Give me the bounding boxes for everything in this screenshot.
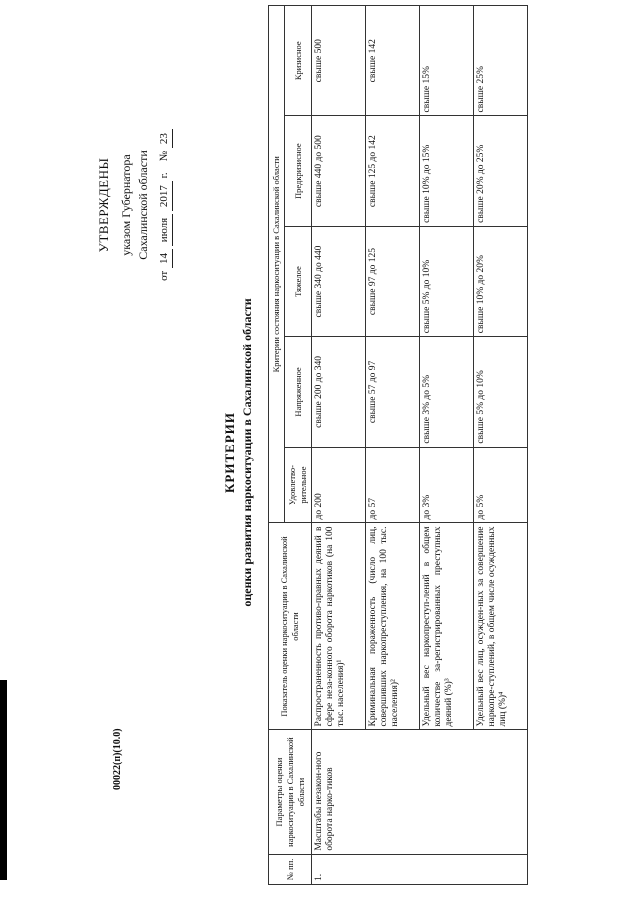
value-cell: свыше 500 (312, 6, 366, 116)
value-cell: свыше 142 (366, 6, 420, 116)
header-num: № пп. (269, 854, 312, 884)
footer-code-text: 00022(п)(10.0) (112, 728, 123, 790)
table-header-row-1 (269, 6, 285, 885)
title-sub: оценки развития наркоситуации в Сахалинской области (240, 298, 254, 607)
value-cell: свыше 5% до 10% (420, 226, 474, 336)
date-year: 2017 (157, 181, 173, 211)
value-cell: свыше 200 до 340 (312, 337, 366, 447)
header-level-crisis: Кризисное (285, 6, 312, 116)
approval-block (96, 85, 173, 325)
criteria-table (268, 5, 528, 885)
header-param: Параметры оценки наркоситуации в Сахалинской области (269, 730, 312, 854)
value-cell: свыше 125 до 142 (366, 116, 420, 226)
value-cell: свыше 57 до 97 (366, 337, 420, 447)
decree-number: 23 (157, 129, 173, 148)
header-indicator: Показатель оценки наркоситуации в Сахалинской области (269, 523, 312, 730)
section-num: 1. (312, 854, 528, 884)
header-level-precrisis: Предкризисное (285, 116, 312, 226)
document-title (222, 0, 255, 905)
value-cell: свыше 3% до 5% (420, 337, 474, 447)
value-cell: до 200 (312, 447, 366, 523)
indicator-cell: Удельный вес наркопреступ-лений в общем количестве за-регистрированных преступных деяний (%)³ (420, 523, 474, 730)
value-cell: свыше 15% (420, 6, 474, 116)
approval-date-line (157, 85, 173, 325)
value-cell: свыше 10% до 15% (420, 116, 474, 226)
indicator-cell: Криминальная пораженность (число лиц, совершивших наркопреступления, на 100 тыс. населения)² (366, 523, 420, 730)
section-param: Масштабы незакон-ного оборота нарко-тиков (312, 730, 528, 854)
header-level-satisfactory: Удовлетво-рительное (285, 447, 312, 523)
value-cell: свыше 25% (474, 6, 528, 116)
indicator-cell: Удельный вес лиц, осужден-ных за совершение наркопре-ступлений, в общем числе осужденных лиц (%)⁴ (474, 523, 528, 730)
approval-line-2: Сахалинской области (136, 150, 150, 260)
header-level-tense: Напряженное (285, 337, 312, 447)
number-label: № (158, 150, 170, 162)
value-cell: свыше 97 до 125 (366, 226, 420, 336)
date-day: 14 (157, 249, 173, 268)
date-year-suffix: г. (158, 172, 170, 179)
approval-line-1: указом Губернатора (119, 154, 133, 256)
date-month: июля (157, 214, 173, 246)
table-row (312, 6, 366, 885)
approval-heading: УТВЕРЖДЕНЫ (96, 157, 111, 253)
header-criteria-group: Критерии состояния наркоситуации в Сахалинской области (269, 6, 285, 524)
indicator-cell: Распространенность противо-правных деяний в сфере неза-конного оборота наркотиков (на 100 тыс. населения)¹ (312, 523, 366, 730)
value-cell: свыше 340 до 440 (312, 226, 366, 336)
header-level-severe: Тяжелое (285, 226, 312, 336)
date-prefix: от (158, 270, 170, 281)
value-cell: свыше 440 до 500 (312, 116, 366, 226)
value-cell: до 57 (366, 447, 420, 523)
value-cell: свыше 5% до 10% (474, 337, 528, 447)
value-cell: свыше 20% до 25% (474, 116, 528, 226)
title-main: КРИТЕРИИ (222, 412, 237, 493)
value-cell: до 3% (420, 447, 474, 523)
value-cell: до 5% (474, 447, 528, 523)
value-cell: свыше 10% до 20% (474, 226, 528, 336)
